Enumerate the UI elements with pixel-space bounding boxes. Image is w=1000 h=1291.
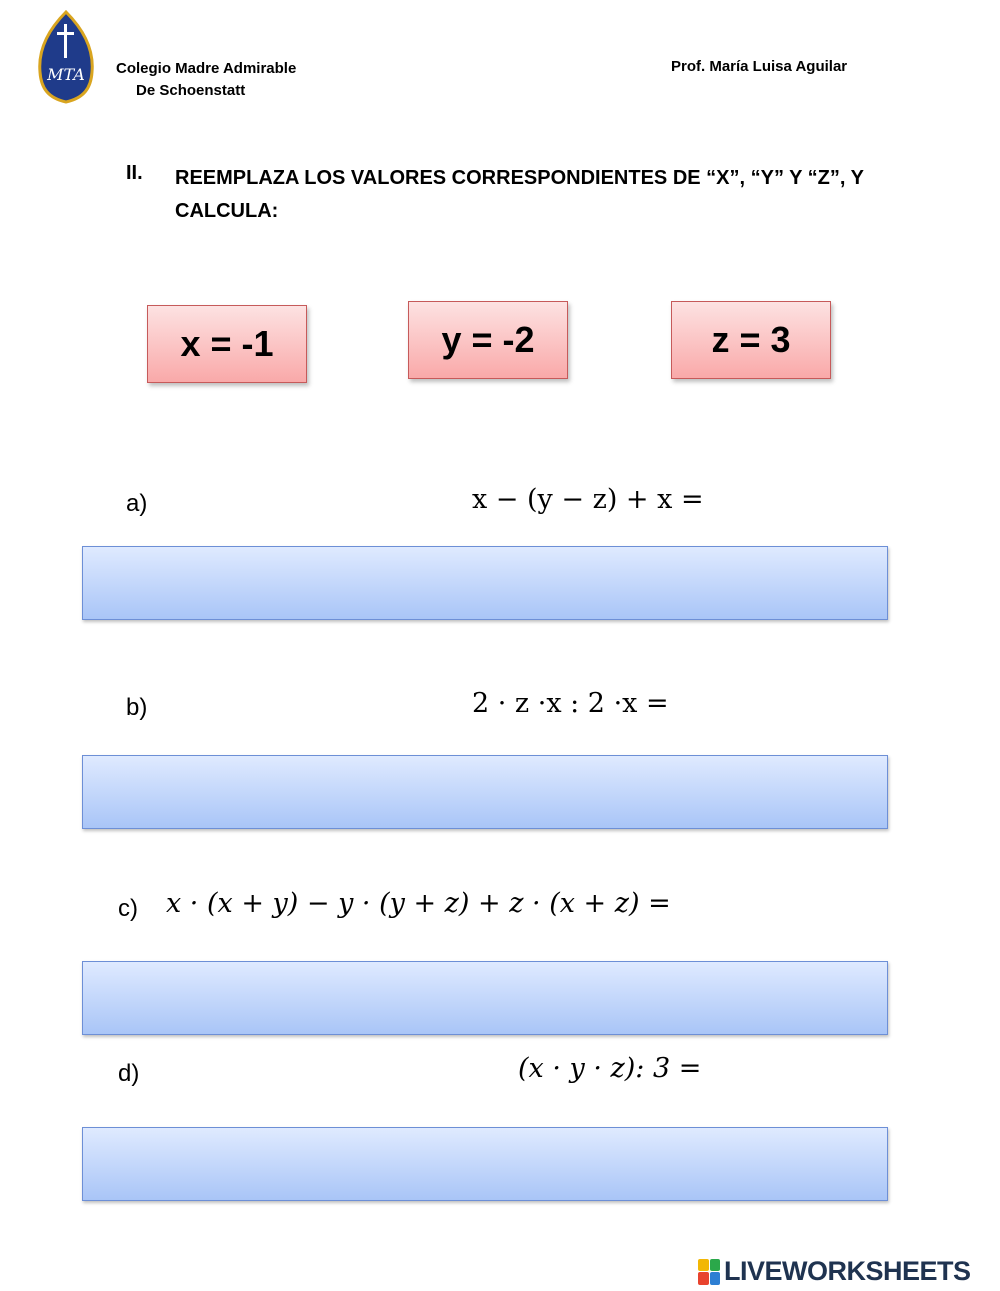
school-logo <box>36 10 96 104</box>
section-title: REEMPLAZA LOS VALORES CORRESPONDIENTES DE “X”, “Y” Y “Z”, Y CALCULA: <box>175 167 864 222</box>
liveworksheets-brand: LIVEWORKSHEETS <box>724 1256 971 1286</box>
exercise-b-label: b) <box>126 694 148 721</box>
variable-x-box: x = -1 <box>147 305 307 383</box>
answer-box-c[interactable] <box>82 961 888 1035</box>
answer-box-d[interactable] <box>82 1127 888 1201</box>
answer-box-a[interactable] <box>82 546 888 620</box>
exercise-d-expression: (x · y · z): 3 = <box>518 1053 702 1084</box>
variable-y-box: y = -2 <box>408 301 568 379</box>
school-name <box>116 58 296 102</box>
school-name-line2: De Schoenstatt <box>136 82 246 99</box>
liveworksheets-logo <box>698 1256 971 1287</box>
school-name-line1: Colegio Madre Admirable <box>116 60 297 77</box>
exercise-c-expression: x · (x + y) − y · (y + z) + z · (x + z) = <box>166 888 671 919</box>
teacher-name: Prof. María Luisa Aguilar <box>671 58 848 75</box>
exercise-a-expression: x − (y − z) + x = <box>472 484 704 515</box>
liveworksheets-badge-icon <box>698 1259 720 1285</box>
exercise-c-label: c) <box>118 895 138 922</box>
svg-text:MTA: MTA <box>47 65 85 84</box>
exercise-d-label: d) <box>118 1060 140 1087</box>
answer-box-b[interactable] <box>82 755 888 829</box>
variable-z-box: z = 3 <box>671 301 831 379</box>
exercise-b-expression: 2 · z ·x : 2 ·x = <box>472 688 669 719</box>
exercise-a-label: a) <box>126 490 148 517</box>
section-number: II. <box>126 162 143 184</box>
